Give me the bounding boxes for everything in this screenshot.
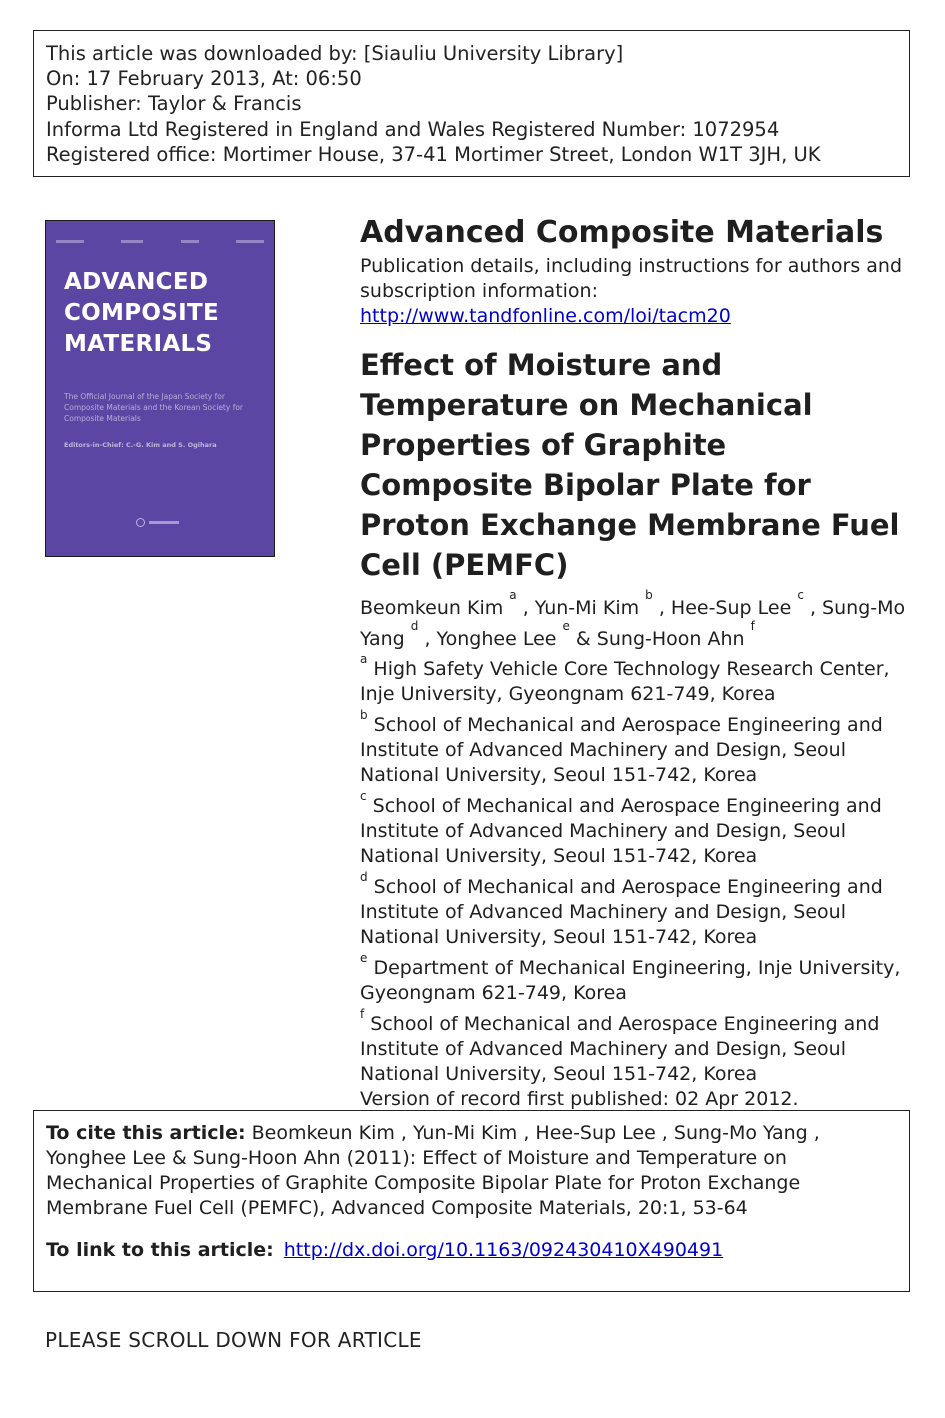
author-separator: , — [803, 597, 823, 619]
journal-cover-image — [45, 220, 275, 557]
affiliation-marker: a — [360, 652, 368, 666]
affiliation-text: High Safety Vehicle Core Technology Research Center, Inje University, Gyeongnam 621-749, Korea — [360, 658, 890, 705]
link-label: To link to this article: — [46, 1239, 274, 1261]
affiliation-marker: f — [360, 1007, 365, 1021]
doi-link[interactable]: http://dx.doi.org/10.1163/092430410X490491 — [283, 1239, 724, 1261]
affiliation-marker: c — [360, 789, 367, 803]
cite-text: Beomkeun Kim , Yun-Mi Kim , Hee-Sup Lee , Sung-Mo Yang , Yonghee Lee & Sung-Hoon Ahn (2011): Effect of Moisture and Temperature on Mechanical Properties of Graphite Composite Bipolar Plate for Proton Exchange Membrane Fuel Cell (PEMFC), Advanced Composite Materials, 20:1, 53-64 — [46, 1122, 820, 1219]
affiliation-marker: e — [360, 951, 368, 965]
download-notice-line: Informa Ltd Registered in England and Wales Registered Number: 1072954 — [46, 117, 780, 141]
publisher-logo-icon — [136, 517, 182, 527]
version-of-record: Version of record first published: 02 Apr 2012. — [360, 1088, 799, 1110]
affiliation-item — [360, 789, 910, 869]
author-affiliation-marker: f — [750, 619, 755, 633]
cover-title — [64, 267, 264, 360]
author-affiliation-marker: b — [645, 588, 653, 602]
citation-box — [33, 1110, 910, 1292]
citation-paragraph — [46, 1121, 897, 1221]
author-affiliation-marker: c — [797, 588, 804, 602]
affiliation-item — [360, 951, 910, 1006]
cover-description: The Official Journal of the Japan Society for Composite Materials and the Korean Society for Composite Materials — [64, 392, 244, 423]
affiliation-item — [360, 1007, 910, 1087]
author-affiliation-marker: d — [410, 619, 419, 633]
affiliation-text: School of Mechanical and Aerospace Engineering and Institute of Advanced Machinery and Design, Seoul National University, Seoul 151-742, Korea — [360, 795, 882, 867]
journal-url-link[interactable]: http://www.tandfonline.com/loi/tacm20 — [360, 305, 731, 327]
affiliation-marker: b — [360, 708, 368, 722]
affiliation-marker: d — [360, 870, 368, 884]
download-notice-box — [33, 30, 910, 177]
author-name: Yun-Mi Kim — [534, 597, 640, 619]
article-info-column — [360, 213, 910, 1112]
author-name: Yonghee Lee — [436, 628, 557, 650]
affiliation-item — [360, 708, 910, 788]
author-name: Sung-Hoon Ahn — [596, 628, 745, 650]
cover-header-strip — [56, 237, 264, 247]
scroll-down-note: PLEASE SCROLL DOWN FOR ARTICLE — [45, 1328, 422, 1352]
author-name: Hee-Sup Lee — [670, 597, 792, 619]
cover-title-line: MATERIALS — [64, 331, 213, 357]
author-separator: & — [569, 628, 597, 650]
author-separator: , — [516, 597, 535, 619]
affiliation-text: Department of Mechanical Engineering, Inje University, Gyeongnam 621-749, Korea — [360, 957, 901, 1004]
download-notice-line: Publisher: Taylor & Francis — [46, 92, 302, 116]
author-affiliation-marker: e — [562, 619, 570, 633]
affiliation-item — [360, 652, 910, 707]
publication-details: Publication details, including instructions for authors and subscription information: — [360, 255, 903, 302]
affiliation-text: School of Mechanical and Aerospace Engineering and Institute of Advanced Machinery and Design, Seoul National University, Seoul 151-742, Korea — [360, 876, 883, 948]
author-separator: , — [418, 628, 437, 650]
affiliation-text: School of Mechanical and Aerospace Engineering and Institute of Advanced Machinery and Design, Seoul National University, Seoul 151-742, Korea — [360, 714, 883, 786]
article-title: Effect of Moisture and Temperature on Mechanical Properties of Graphite Composite Bipolar Plate for Proton Exchange Membrane Fuel Cell (PEMFC) — [360, 348, 900, 582]
doi-link-line — [46, 1238, 897, 1263]
affiliation-text: School of Mechanical and Aerospace Engineering and Institute of Advanced Machinery and Design, Seoul National University, Seoul 151-742, Korea — [360, 1013, 880, 1085]
author-separator: , — [652, 597, 671, 619]
affiliation-item — [360, 870, 910, 950]
journal-title: Advanced Composite Materials — [360, 215, 884, 250]
author-name: Beomkeun Kim — [360, 597, 504, 619]
cover-title-line: COMPOSITE — [64, 300, 219, 326]
author-affiliation-marker: a — [509, 588, 517, 602]
download-notice-line: On: 17 February 2013, At: 06:50 — [46, 67, 362, 91]
cite-label: To cite this article: — [46, 1122, 246, 1144]
author-list — [360, 588, 910, 655]
cover-editors: Editors-in-Chief: C.-G. Kim and S. Ogihara — [64, 441, 217, 449]
download-notice-line: This article was downloaded by: [Siauliu University Library] — [46, 42, 624, 65]
download-notice-line: Registered office: Mortimer House, 37-41 Mortimer Street, London W1T 3JH, UK — [46, 142, 821, 166]
author-name: Sung-Mo Yang — [360, 597, 906, 650]
affiliation-list — [360, 652, 910, 1087]
cover-title-line: ADVANCED — [64, 269, 209, 295]
